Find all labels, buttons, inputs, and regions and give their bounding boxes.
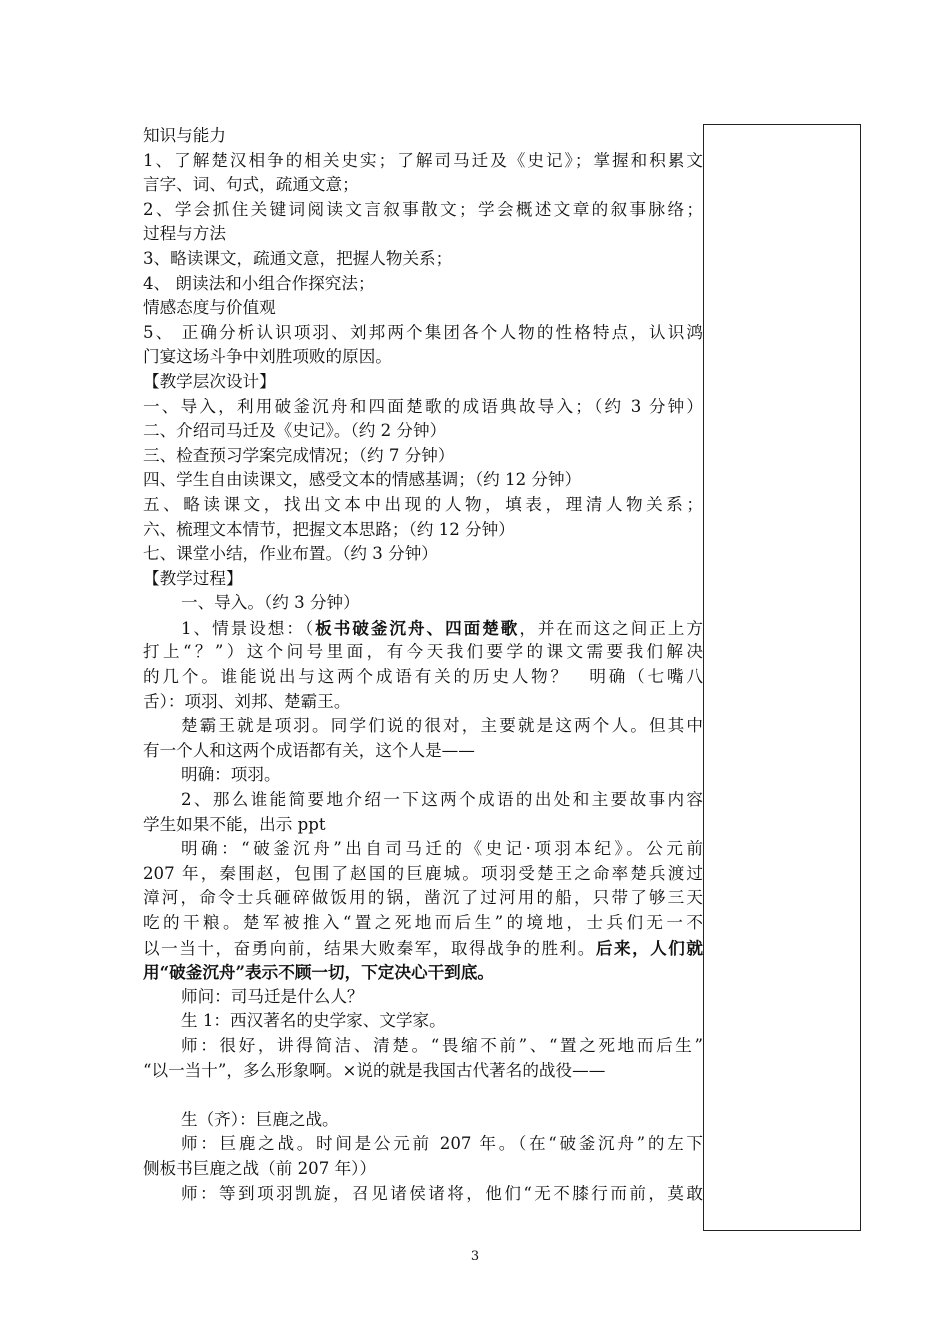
- paragraph-line: 明确：项羽。: [181, 765, 281, 785]
- paragraph-line: 207 年，秦围赵，包围了赵国的巨鹿城。项羽受楚王之命率楚兵渡过: [143, 863, 703, 883]
- objective-item-3: 3、略读课文，疏通文意，把握人物关系；: [143, 248, 453, 268]
- process-heading: 【教学过程】: [143, 568, 243, 588]
- design-step: 二、介绍司马迁及《史记》。（约 2 分钟）: [143, 421, 447, 441]
- paragraph-line: 师问：司马迁是什么人？: [181, 986, 364, 1006]
- paragraph-line: 有一个人和这两个成语都有关，这个人是——: [143, 740, 475, 760]
- paragraph-line: 吃的干粮。楚军被推入“置之死地而后生”的境地，士兵们无一不: [143, 913, 703, 932]
- blank-line: [143, 1083, 703, 1108]
- objective-heading-process: 过程与方法: [143, 224, 226, 244]
- paragraph-line: 的几个。谁能说出与这两个成语有关的历史人物？ 明确（七嘴八: [143, 667, 703, 687]
- design-step: 四、学生自由读课文，感受文本的情感基调；（约 12 分钟）: [143, 470, 582, 490]
- paragraph-line: 2、那么谁能简要地介绍一下这两个成语的出处和主要故事内容: [181, 790, 703, 810]
- bold-text-span: 板书破釜沉舟、四面楚歌: [315, 617, 520, 638]
- paragraph-line: 打上“？”）这个问号里面，有今天我们要学的课文需要我们解决: [143, 642, 703, 662]
- paragraph-line: 侧板书巨鹿之战（前 207 年））: [143, 1158, 377, 1178]
- paragraph-line: 舌）：项羽、刘邦、楚霸王。: [143, 691, 351, 711]
- objective-item-1a: 1、了解楚汉相争的相关史实；了解司马迁及《史记》；掌握和积累文: [143, 150, 703, 170]
- objective-item-5b: 门宴这场斗争中刘胜项败的原因。: [143, 347, 392, 367]
- paragraph-line: 师：巨鹿之战。时间是公元前 207 年。（在“破釜沉舟”的左下: [181, 1134, 703, 1154]
- design-step: 五、略读课文，找出文本中出现的人物，填表，理清人物关系；: [143, 494, 703, 514]
- paragraph-line: [143, 936, 703, 961]
- objective-heading-knowledge: 知识与能力: [143, 126, 226, 145]
- paragraph-line: 师：很好，讲得简洁、清楚。“畏缩不前”、“置之死地而后生”: [181, 1035, 703, 1055]
- paragraph-line: 师：等到项羽凯旋，召见诸侯诸将，他们“无不膝行而前，莫敢: [181, 1183, 703, 1203]
- objective-heading-emotion: 情感态度与价值观: [143, 298, 276, 318]
- main-text-column: [143, 124, 703, 1206]
- paragraph-line: 生（齐）：巨鹿之战。: [181, 1109, 339, 1129]
- objective-item-1b: 言字、词、句式，疏通文意；: [143, 175, 359, 195]
- bold-text-span: 后来，人们就: [595, 937, 703, 958]
- paragraph-line: 用“破釜沉舟”表示不顾一切，下定决心干到底。: [143, 962, 494, 983]
- text-span: 以一当十，奋勇向前，结果大败秦军，取得战争的胜利。: [143, 938, 596, 958]
- design-heading: 【教学层次设计】: [143, 371, 276, 391]
- paragraph-line: 生 1：西汉著名的史学家、文学家。: [181, 1011, 446, 1031]
- process-intro: 一、导入。（约 3 分钟）: [181, 593, 360, 613]
- paragraph-line: 学生如果不能，出示 ppt: [143, 814, 326, 834]
- text-span: ，并在而这之间正上方: [519, 618, 703, 638]
- objective-item-5a: 5、 正确分析认识项羽、刘邦两个集团各个人物的性格特点，认识鸿: [143, 322, 703, 342]
- objective-item-2: 2、学会抓住关键词阅读文言叙事散文；学会概述文章的叙事脉络；: [143, 199, 703, 219]
- design-step: 六、梳理文本情节，把握文本思路；（约 12 分钟）: [143, 519, 515, 539]
- page-number: 3: [470, 1249, 480, 1264]
- paragraph-line: “以一当十”，多么形象啊。×说的就是我国古代著名的战役——: [143, 1060, 606, 1080]
- text-span: 1、情景设想：（: [181, 618, 316, 638]
- paragraph-line: 楚霸王就是项羽。同学们说的很对，主要就是这两个人。但其中: [181, 716, 703, 736]
- notes-column-box: [703, 124, 861, 1231]
- objective-item-4: 4、 朗读法和小组合作探究法；: [143, 273, 375, 293]
- paragraph-line: [143, 616, 703, 641]
- design-step: 一、导入，利用破釜沉舟和四面楚歌的成语典故导入；（约 3 分钟）: [143, 396, 703, 416]
- paragraph-line: 漳河，命令士兵砸碎做饭用的锅，凿沉了过河用的船，只带了够三天: [143, 888, 703, 908]
- paragraph-line: 明确：“破釜沉舟”出自司马迁的《史记·项羽本纪》。公元前: [181, 839, 703, 859]
- design-step: 七、课堂小结，作业布置。（约 3 分钟）: [143, 544, 438, 564]
- design-step: 三、检查预习学案完成情况；（约 7 分钟）: [143, 445, 455, 465]
